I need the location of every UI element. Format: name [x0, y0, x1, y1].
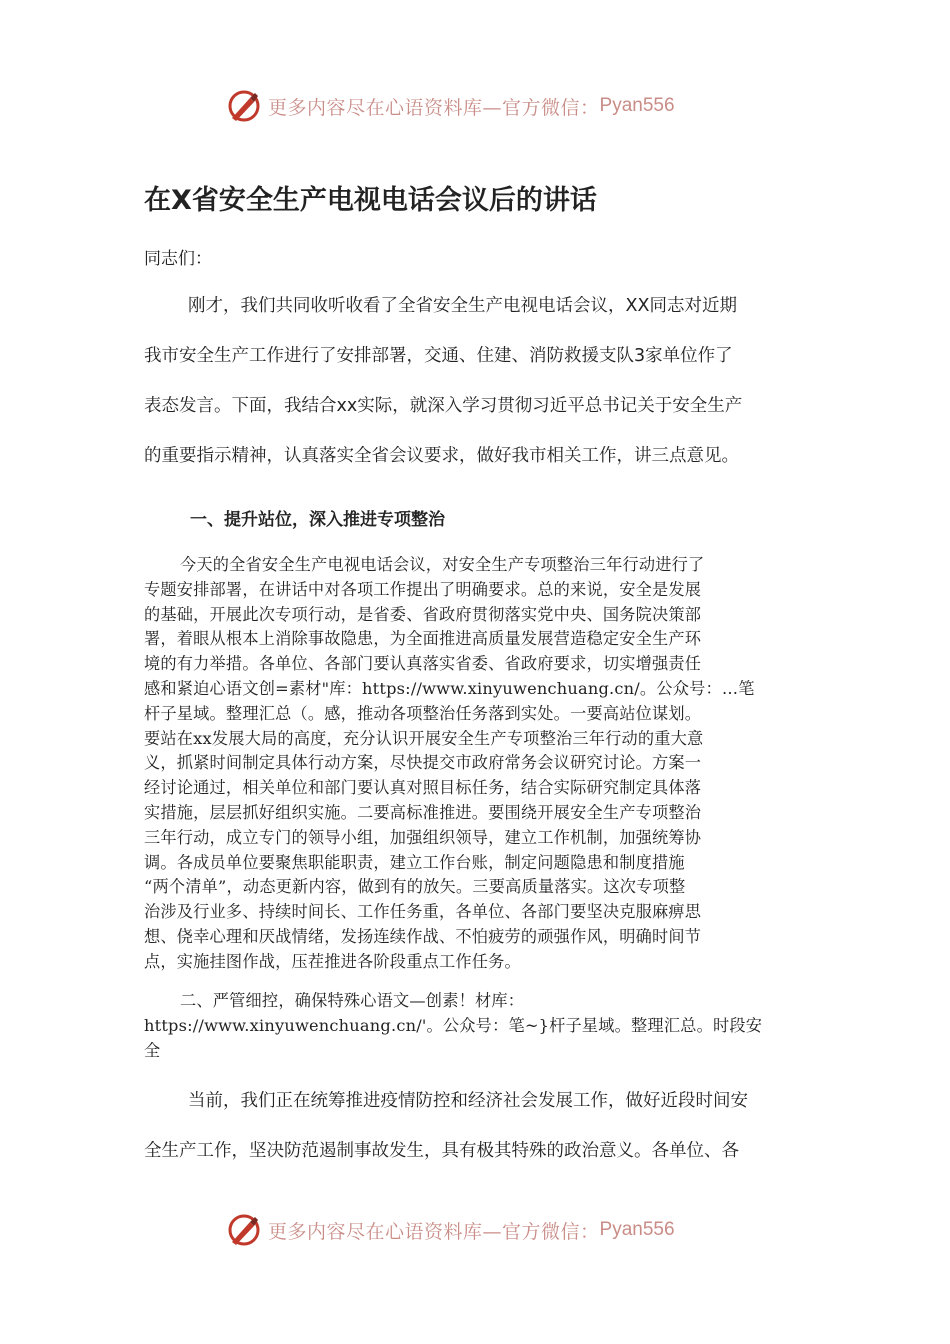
- paragraph-line: 想、侥幸心理和厌战情绪，发扬连续作战、不怕疲劳的顽强作风，明确时间节: [144, 926, 702, 946]
- paragraph-line: 调。各成员单位要聚焦职能职责，建立工作台账，制定问题隐患和制度措施: [144, 852, 685, 872]
- paragraph-line: 的基础，开展此次专项行动，是省委、省政府贯彻落实党中央、国务院决策部: [144, 604, 702, 624]
- paragraph-line: 三年行动，成立专门的领导小组，加强组织领导，建立工作机制，加强统筹协: [144, 827, 702, 847]
- paragraph-line: 的重要指示精神，认真落实全省会议要求，做好我市相关工作，讲三点意见。: [144, 446, 739, 466]
- section-heading-1: 一、提升站位，深入推进专项整治: [190, 510, 445, 530]
- paragraph-line: 当前，我们正在统筹推进疫情防控和经济社会发展工作，做好近段时间安: [188, 1091, 748, 1111]
- paragraph-line: 要站在xx发展大局的高度，充分认识开展安全生产专项整治三年行动的重大意: [144, 728, 704, 748]
- paragraph-line: 今天的全省安全生产电视电话会议，对安全生产专项整治三年行动进行了: [180, 555, 705, 574]
- banner-wechat-id: Pyan556: [599, 95, 675, 116]
- paragraph-line: 点，实施挂图作战，压茬推进各阶段重点工作任务。: [144, 951, 521, 971]
- paragraph-line: 署，着眼从根本上消除事故隐患，为全面推进高质量发展营造稳定安全生产环: [144, 629, 702, 649]
- paragraph-line: 我市安全生产工作进行了安排部署，交通、住建、消防救援支队3家单位作了: [144, 346, 733, 366]
- paragraph-line: 专题安排部署，在讲话中对各项工作提出了明确要求。总的来说，安全是发展: [144, 579, 702, 599]
- paragraph-line: 境的有力举措。各单位、各部门要认真落实省委、省政府要求，切实增强责任: [144, 654, 702, 674]
- paragraph-line: 全生产工作，坚决防范遏制事故发生，具有极其特殊的政治意义。各单位、各: [144, 1141, 739, 1161]
- paragraph-line: 实措施，层层抓好组织实施。二要高标准推进。要围绕开展安全生产专项整治: [144, 802, 702, 822]
- paragraph-line: 经讨论通过，相关单位和部门要认真对照目标任务，结合实际研究制定具体落: [144, 778, 702, 798]
- heading-line: https://www.xinyuwenchuang.cn/'。公众号：笔~}杆子星域。整理汇总。时段安: [144, 1015, 763, 1035]
- paragraph-line: “两个清单”，动态更新内容，做到有的放矢。三要高质量落实。这次专项整: [144, 877, 686, 897]
- paragraph-line: 义，抓紧时间制定具体行动方案，尽快提交市政府常务会议研究讨论。方案一: [144, 753, 702, 773]
- heading-line: 二、严管细控，确保特殊心语文—创素！材库：: [180, 991, 525, 1010]
- banner-text: 更多内容尽在心语资料库—官方微信：: [268, 1220, 600, 1243]
- paragraph-line: 杆子星域。整理汇总（。感，推动各项整治任务落到实处。一要高站位谋划。: [144, 703, 702, 723]
- heading-line: 全: [144, 1040, 161, 1060]
- banner-text: 更多内容尽在心语资料库—官方微信：: [268, 96, 600, 119]
- header-watermark-banner: [226, 86, 746, 126]
- salutation: 同志们：: [144, 249, 212, 269]
- opening-paragraph: [144, 281, 809, 481]
- section-2-paragraph: [144, 1076, 809, 1176]
- section-heading-2: [144, 989, 809, 1063]
- paragraph-line: 感和紧迫心语文创=素材"库：https://www.xinyuwenchuang.cn/。公众号：…笔: [144, 678, 755, 698]
- document-title: 在X省安全生产电视电话会议后的讲话: [144, 185, 597, 216]
- section-1-paragraph: [144, 553, 809, 975]
- footer-watermark-banner: [226, 1210, 746, 1250]
- paragraph-line: 治涉及行业多、持续时间长、工作任务重，各单位、各部门要坚决克服麻痹思: [144, 902, 702, 922]
- paragraph-line: 表态发言。下面，我结合xx实际，就深入学习贯彻习近平总书记关于安全生产: [144, 396, 743, 416]
- pen-logo-icon: [226, 1212, 262, 1248]
- banner-wechat-id: Pyan556: [599, 1219, 675, 1240]
- paragraph-line: 刚才，我们共同收听收看了全省安全生产电视电话会议，XX同志对近期: [188, 296, 737, 316]
- pen-logo-icon: [226, 88, 262, 124]
